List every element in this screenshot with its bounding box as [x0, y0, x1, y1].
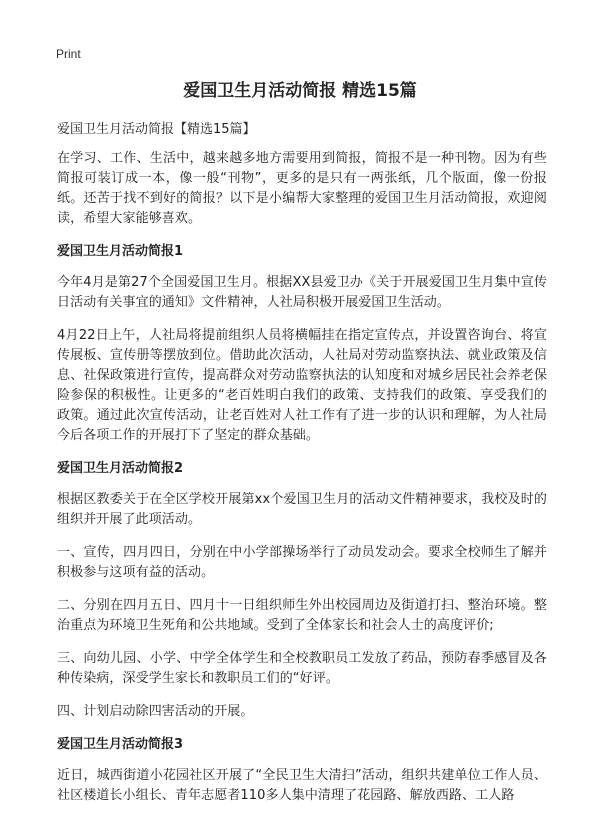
- paragraph: 4月22日上午，人社局将提前组织人员将横幅挂在指定宣传点，并设置咨询台、将宣传展板、宣传册等摆放到位。借助此次活动，人社局对劳动监察执法、就业政策及信息、社保政策进行宣传，提高群众对劳动监察执法的认知度和对城乡居民社会养老保险参保的积极性。让更多的“老百姓明白我们的政策、支持我们的政策、享受我们的政策。通过此次宣传活动，让老百姓对人社工作有了进一步的认识和理解，为人社局今后各项工作的开展打下了坚定的群众基础。: [57, 328, 547, 443]
- paragraph: 今年4月是第27个全国爱国卫生月。根据XX县爱卫办《关于开展爱国卫生月集中宣传日活动有关事宜的通知》文件精神，人社局积极开展爱国卫生活动。: [57, 275, 547, 310]
- document-title: 爱国卫生月活动简报 精选15篇: [183, 81, 417, 101]
- section-heading: 爱国卫生月活动简报2: [57, 461, 184, 476]
- paragraph: 一、宣传，四月四日，分别在中小学部操场举行了动员发动会。要求全校师生了解并积极参与这项有益的活动。: [57, 545, 547, 580]
- paragraph: 三、向幼儿园、小学、中学全体学生和全校教职员工发放了药品，预防春季感冒及各种传染病，深受学生家长和教职员工们的“好评。: [57, 651, 547, 686]
- section-heading: 爱国卫生月活动简报1: [57, 244, 184, 259]
- print-label[interactable]: Print: [56, 47, 81, 61]
- document-body: [57, 120, 547, 819]
- section-heading: 爱国卫生月活动简报3: [57, 737, 184, 752]
- paragraph: 四、计划启动除四害活动的开展。: [57, 704, 254, 719]
- section-3: [57, 735, 547, 806]
- paragraph: 近日，城西街道小花园社区开展了“全民卫生大清扫”活动，组织共建单位工作人员、社区楼道长小组长、青年志愿者110多人集中清理了花园路、解放西路、工人路: [57, 768, 547, 803]
- intro-paragraph: 在学习、工作、生活中，越来越多地方需要用到简报，简报不是一种刊物。因为有些简报可装订成一本，像一般“刊物”，更多的是只有一两张纸，几个版面，像一份报纸。还苦于找不到好的简报？以下是小编帮大家整理的爱国卫生月活动简报，欢迎阅读，希望大家能够喜欢。: [57, 151, 547, 226]
- section-1: [57, 242, 547, 446]
- section-2: [57, 459, 547, 722]
- document-subtitle: 爱国卫生月活动简报【精选15篇】: [57, 122, 256, 137]
- paragraph: 二、分别在四月五日、四月十一日组织师生外出校园周边及街道打扫、整治环境。整治重点为环境卫生死角和公共地域。受到了全体家长和社会人士的高度评价;: [57, 598, 547, 633]
- paragraph: 根据区教委关于在全区学校开展第xx个爱国卫生月的活动文件精神要求，我校及时的组织并开展了此项活动。: [57, 492, 547, 527]
